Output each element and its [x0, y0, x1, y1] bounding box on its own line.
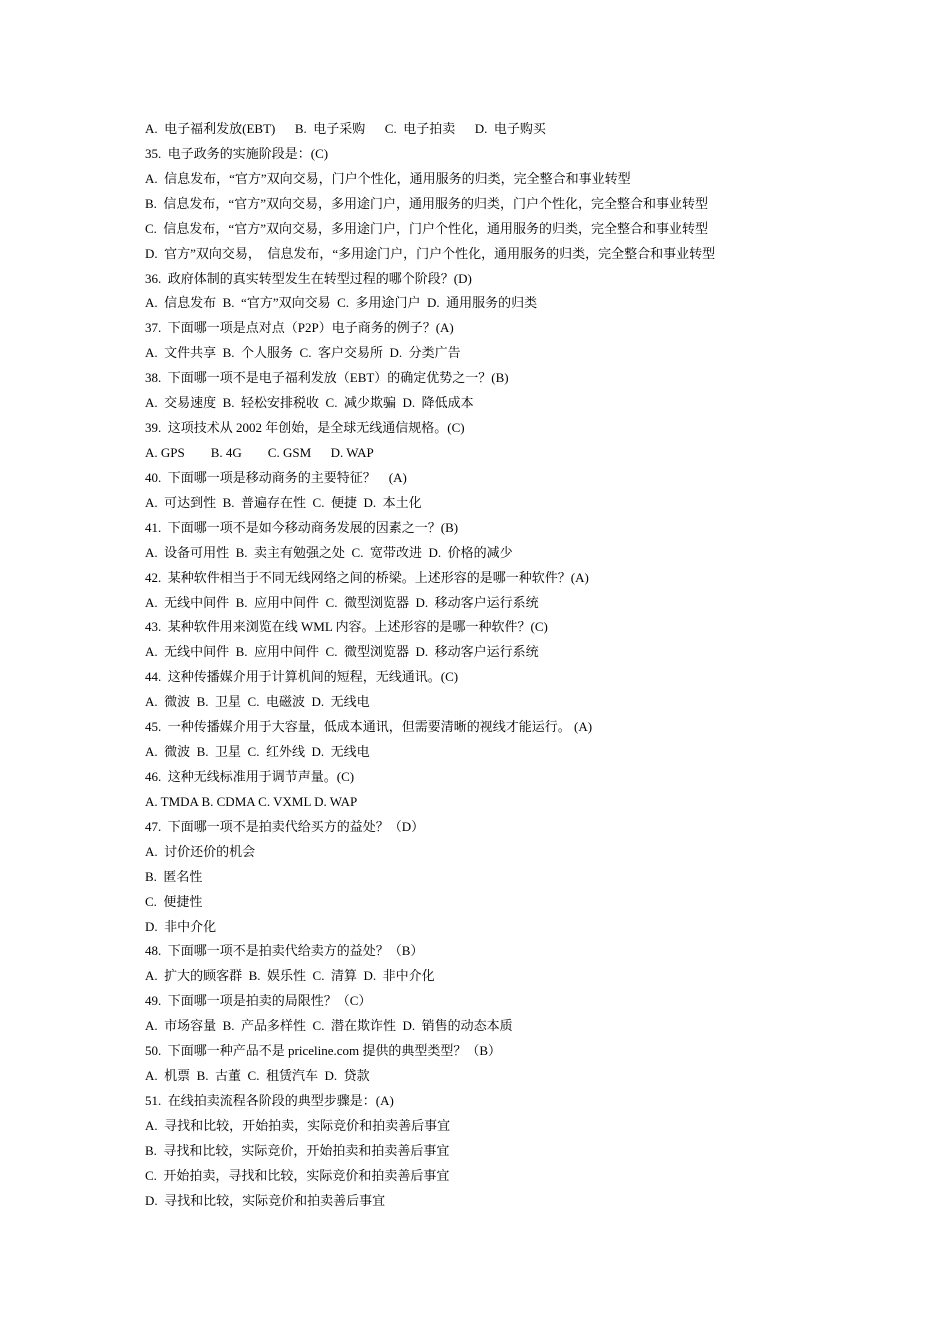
text-line: 38. 下面哪一项不是电子福利发放（EBT）的确定优势之一？(B): [145, 370, 509, 386]
text-line: A. 信息发布，“官方”双向交易，门户个性化，通用服务的归类，完全整合和事业转型: [145, 170, 631, 186]
text-line: B. 信息发布，“官方”双向交易，多用途门户，通用服务的归类，门户个性化，完全整合和事业转型: [145, 195, 708, 211]
text-line: A. 无线中间件 B. 应用中间件 C. 微型浏览器 D. 移动客户运行系统: [145, 644, 539, 660]
text-line: A. GPS B. 4G C. GSM D. WAP: [145, 444, 374, 460]
text-line: A. 扩大的顾客群 B. 娱乐性 C. 清算 D. 非中介化: [145, 968, 435, 984]
text-line: 49. 下面哪一项是拍卖的局限性？（C）: [145, 993, 372, 1009]
text-line: D. 非中介化: [145, 918, 217, 934]
text-line: A. 设备可用性 B. 卖主有勉强之处 C. 宽带改进 D. 价格的减少: [145, 544, 513, 560]
text-line: 35. 电子政务的实施阶段是：(C): [145, 145, 329, 161]
text-line: B. 寻找和比较，实际竞价，开始拍卖和拍卖善后事宜: [145, 1142, 450, 1158]
text-line: 51. 在线拍卖流程各阶段的典型步骤是：(A): [145, 1092, 394, 1108]
text-line: 47. 下面哪一项不是拍卖代给买方的益处？（D）: [145, 818, 425, 834]
text-line: 44. 这种传播媒介用于计算机间的短程，无线通讯。(C): [145, 669, 459, 685]
text-line: A. 微波 B. 卫星 C. 红外线 D. 无线电: [145, 744, 370, 760]
text-line: A. 交易速度 B. 轻松安排税收 C. 减少欺骗 D. 降低成本: [145, 395, 474, 411]
text-line: 43. 某种软件用来浏览在线 WML 内容。上述形容的是哪一种软件？(C): [145, 619, 548, 635]
text-line: 46. 这种无线标准用于调节声量。(C): [145, 768, 355, 784]
text-line: D. 寻找和比较，实际竞价和拍卖善后事宜: [145, 1192, 386, 1208]
text-line: 37. 下面哪一项是点对点（P2P）电子商务的例子？(A): [145, 320, 454, 336]
text-line: A. 机票 B. 古董 C. 租赁汽车 D. 贷款: [145, 1068, 370, 1084]
text-line: A. 电子福利发放(EBT) B. 电子采购 C. 电子拍卖 D. 电子购买: [145, 121, 546, 136]
text-line: C. 信息发布，“官方”双向交易，多用途门户，门户个性化，通用服务的归类，完全整合和事业转型: [145, 220, 708, 236]
text-line: 39. 这项技术从 2002 年创始，是全球无线通信规格。(C): [145, 420, 465, 436]
text-line: 36. 政府体制的真实转型发生在转型过程的哪个阶段？(D): [145, 270, 472, 286]
text-line: B. 匿名性: [145, 868, 203, 884]
text-line: 42. 某种软件相当于不同无线网络之间的桥梁。上述形容的是哪一种软件？(A): [145, 569, 589, 585]
text-line: A. 寻找和比较，开始拍卖，实际竞价和拍卖善后事宜: [145, 1117, 451, 1133]
text-line: 40. 下面哪一项是移动商务的主要特征？ (A): [145, 469, 407, 485]
document-page: [145, 117, 925, 1214]
text-line: 45. 一种传播媒介用于大容量，低成本通讯，但需要清晰的视线才能运行。 (A): [145, 719, 593, 735]
text-line: A. 市场容量 B. 产品多样性 C. 潜在欺诈性 D. 销售的动态本质: [145, 1018, 513, 1034]
text-line: A. 微波 B. 卫星 C. 电磁波 D. 无线电: [145, 694, 370, 710]
text-line: C. 便捷性: [145, 893, 203, 909]
text-line: A. TMDA B. CDMA C. VXML D. WAP: [145, 793, 358, 809]
text-line: D. 官方”双向交易， 信息发布，“多用途门户，门户个性化，通用服务的归类，完全整合和事业转型: [145, 245, 716, 261]
text-line: A. 可达到性 B. 普遍存在性 C. 便捷 D. 本土化: [145, 494, 422, 510]
text-line: 50. 下面哪一种产品不是 priceline.com 提供的典型类型？（B）: [145, 1043, 502, 1059]
text-line: 48. 下面哪一项不是拍卖代给卖方的益处？（B）: [145, 943, 424, 959]
text-line: A. 讨价还价的机会: [145, 843, 256, 859]
text-line: A. 信息发布 B. “官方”双向交易 C. 多用途门户 D. 通用服务的归类: [145, 295, 538, 311]
text-line: 41. 下面哪一项不是如今移动商务发展的因素之一？(B): [145, 519, 459, 535]
text-line: A. 无线中间件 B. 应用中间件 C. 微型浏览器 D. 移动客户运行系统: [145, 594, 539, 610]
text-line: A. 文件共享 B. 个人服务 C. 客户交易所 D. 分类广告: [145, 345, 461, 361]
text-line: C. 开始拍卖，寻找和比较，实际竞价和拍卖善后事宜: [145, 1167, 450, 1183]
